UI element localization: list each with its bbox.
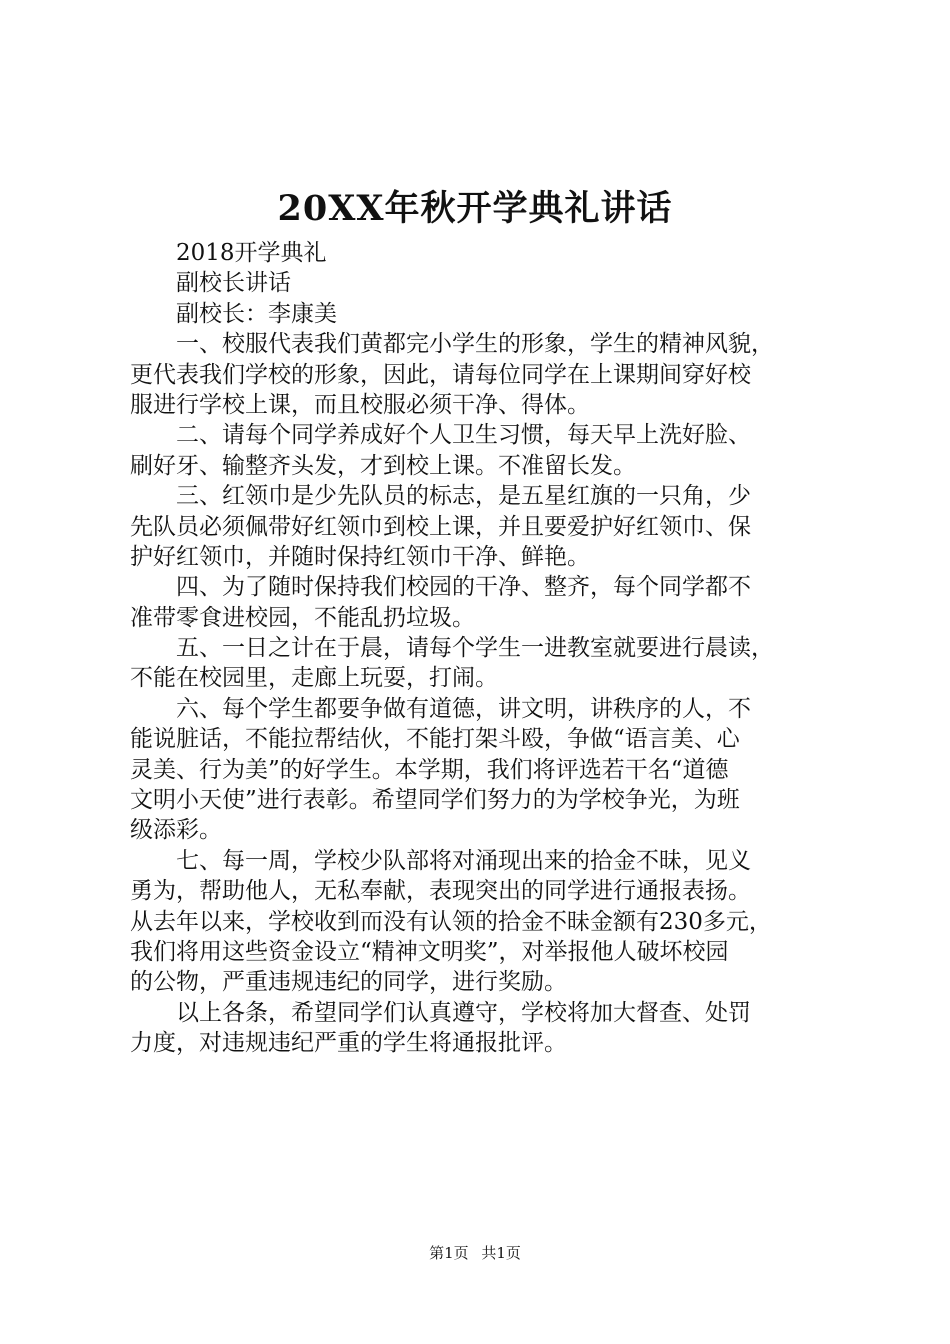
page-footer	[0, 1242, 950, 1264]
text-line: 我们将用这些资金设立“精神文明奖”，对举报他人破坏校园	[130, 938, 729, 965]
text-line: 能说脏话，不能拉帮结伙，不能打架斗殴，争做“语言美、心	[130, 726, 740, 753]
text-line: 灵美、行为美”的好学生。本学期，我们将评选若干名“道德	[130, 756, 729, 783]
text-line: 四、为了随时保持我们校园的干净、整齐，每个同学都不	[176, 574, 751, 601]
text-line: 五、一日之计在于晨，请每个学生一进教室就要进行晨读，	[176, 635, 774, 662]
text-line: 服进行学校上课，而且校服必须干净、得体。	[130, 391, 590, 418]
text-line: 先队员必须佩带好红领巾到校上课，并且要爱护好红领巾、保	[130, 513, 751, 540]
document-body	[130, 238, 830, 1059]
text-line: 2018开学典礼	[176, 240, 327, 266]
text-line: 更代表我们学校的形象，因此，请每位同学在上课期间穿好校	[130, 361, 751, 388]
text-line: 六、每个学生都要争做有道德，讲文明，讲秩序的人，不	[176, 695, 751, 722]
text-line: 级添彩。	[130, 817, 222, 844]
text-line: 不能在校园里，走廊上玩耍，打闹。	[130, 665, 498, 692]
text-line: 副校长：李康美	[176, 300, 337, 327]
text-line: 一、校服代表我们黄都完小学生的形象，学生的精神风貌，	[176, 331, 774, 358]
text-line: 勇为，帮助他人，无私奉献，表现突出的同学进行通报表扬。	[130, 878, 751, 905]
text-line: 三、红领巾是少先队员的标志，是五星红旗的一只角，少	[176, 483, 751, 510]
text-line: 二、请每个同学养成好个人卫生习惯，每天早上洗好脸、	[176, 422, 751, 449]
document-title: 20XX年秋开学典礼讲话	[277, 188, 673, 229]
text-line: 七、每一周，学校少队部将对涌现出来的拾金不昧，见义	[176, 847, 751, 874]
text-line: 副校长讲话	[176, 270, 291, 297]
text-line: 以上各条，希望同学们认真遵守，学校将加大督查、处罚	[176, 999, 751, 1026]
page-total: 共1页	[481, 1244, 521, 1262]
text-line: 刷好牙、输整齐头发，才到校上课。不准留长发。	[130, 452, 636, 479]
text-line: 的公物，严重违规违纪的同学，进行奖励。	[130, 969, 567, 996]
text-line: 文明小天使”进行表彰。希望同学们努力的为学校争光，为班	[130, 787, 740, 814]
page-number: 第1页	[429, 1244, 469, 1262]
text-line: 护好红领巾，并随时保持红领巾干净、鲜艳。	[130, 543, 590, 570]
text-line: 准带零食进校园，不能乱扔垃圾。	[130, 604, 475, 631]
text-line: 力度，对违规违纪严重的学生将通报批评。	[130, 1030, 567, 1057]
text-line: 从去年以来，学校收到而没有认领的拾金不昧金额有230多元，	[130, 908, 772, 935]
